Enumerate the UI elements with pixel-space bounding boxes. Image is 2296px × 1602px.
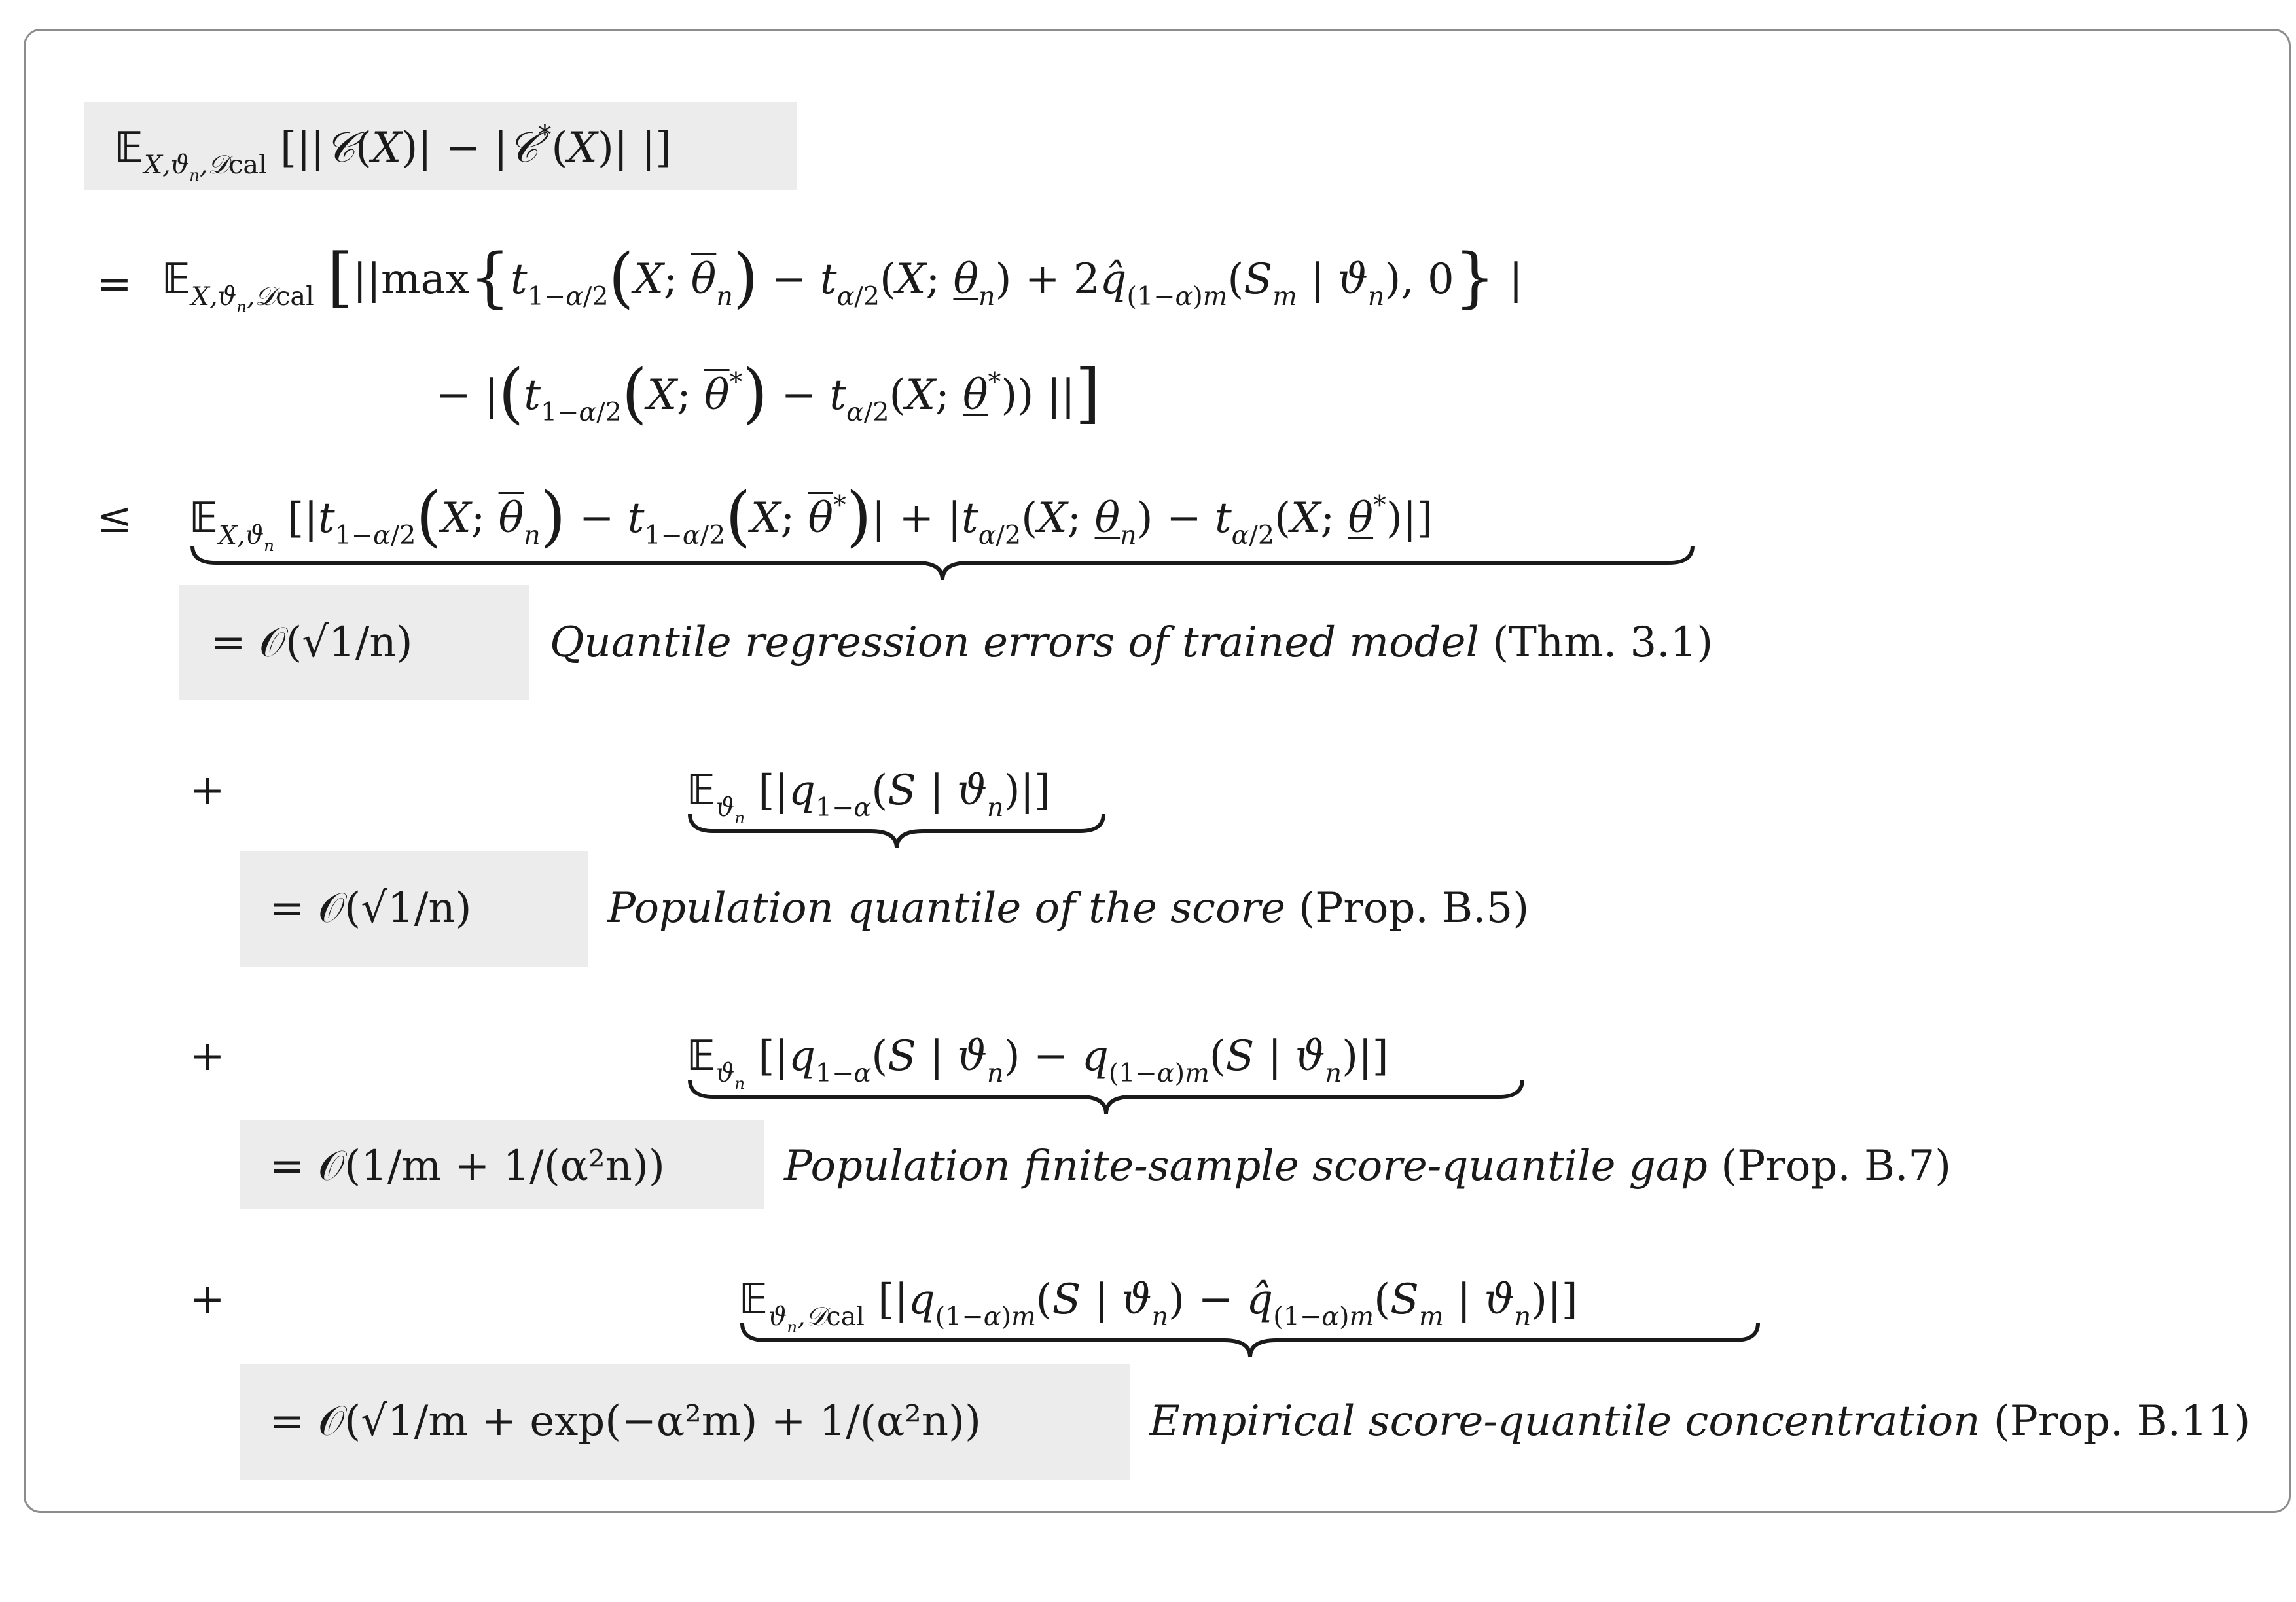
- term-2-cite: (Prop. B.5): [1299, 884, 1530, 933]
- term-4-caption: Empirical score-quantile concentration: [1149, 1397, 1981, 1446]
- equality-line-2: − $|(t_{1-\alpha/2}(X$; $\overline{\theta}^*) - t_{\alpha/2}(X$; θ*)) ||]: [436, 355, 1101, 431]
- equality-line-1: 𝔼$_{X,ϑ_n,𝒟cal}$ [$||\max\{t_{1-\alpha/2}(X$; $\overline{\theta}_n) - t_{\alpha/2}(X$; $\theta_n$) + $2q̂_{(1-\alpha)m}(S_m$ | $ϑ_n$), 0} |: [162, 240, 1523, 316]
- term-2-caption: Population quantile of the score: [607, 884, 1285, 933]
- underbrace-term-2: [687, 811, 1106, 851]
- term-2-description: [607, 884, 1530, 933]
- term-2-expression: 𝔼$_{ϑ_n}$ [$|q_{1-\alpha}(S$ | $ϑ_n)|$]: [687, 766, 1051, 827]
- eq-sign: =: [97, 260, 132, 308]
- le-sign: ≤: [97, 494, 132, 543]
- term-4-order: = 𝒪(√1/m + exp(−α²m) + 1/(α²n)): [270, 1397, 981, 1446]
- underbrace-term-4: [740, 1321, 1761, 1360]
- header-expression: 𝔼$_{X,ϑ_n,𝒟cal}$ [||𝒞(X)| − |𝒞*(X)| |]: [115, 120, 672, 185]
- term-3-description: [784, 1142, 1952, 1190]
- term-4-expression: 𝔼$_{ϑ_n,𝒟cal}$ [$|q_{(1-\alpha)m}(S$ | $ϑ_n$) − $q̂_{(1-\alpha)m}(S_m$ | $ϑ_n)|$]: [740, 1275, 1578, 1336]
- term-2-order: = 𝒪(√1/n): [270, 884, 472, 933]
- underbrace-term-3: [687, 1077, 1525, 1116]
- term-1-cite: (Thm. 3.1): [1492, 618, 1713, 667]
- term-4-cite: (Prop. B.11): [1993, 1397, 2251, 1446]
- plus-sign-3: +: [190, 1032, 225, 1080]
- term-1-order: = 𝒪(√1/n): [211, 618, 413, 667]
- term-4-description: [1149, 1397, 2251, 1446]
- term-1-caption: Quantile regression errors of trained model: [550, 618, 1479, 667]
- term-1-expression: 𝔼$_{X,ϑ_n}$ [$|t_{1-\alpha/2}(X$; $\overline{\theta}_n) - t_{1-\alpha/2}(X$; $\overline{\theta}^*)| + |t_{\alpha/2}(X$; $\theta_n) - t_{\alpha/2}(X$; θ*)|]: [190, 478, 1433, 555]
- term-3-expression: 𝔼$_{ϑ_n}$ [$|q_{1-\alpha}(S$ | $ϑ_n) - q_{(1-\alpha)m}(S$ | $ϑ_n)|$]: [687, 1032, 1389, 1093]
- term-1-description: [550, 618, 1713, 667]
- plus-sign-2: +: [190, 766, 225, 815]
- term-3-cite: (Prop. B.7): [1721, 1142, 1952, 1190]
- plus-sign-4: +: [190, 1275, 225, 1324]
- term-3-order: = 𝒪(1/m + 1/(α²n)): [270, 1142, 665, 1190]
- term-3-caption: Population finite-sample score-quantile gap: [784, 1142, 1708, 1190]
- underbrace-term-1: [190, 543, 1695, 582]
